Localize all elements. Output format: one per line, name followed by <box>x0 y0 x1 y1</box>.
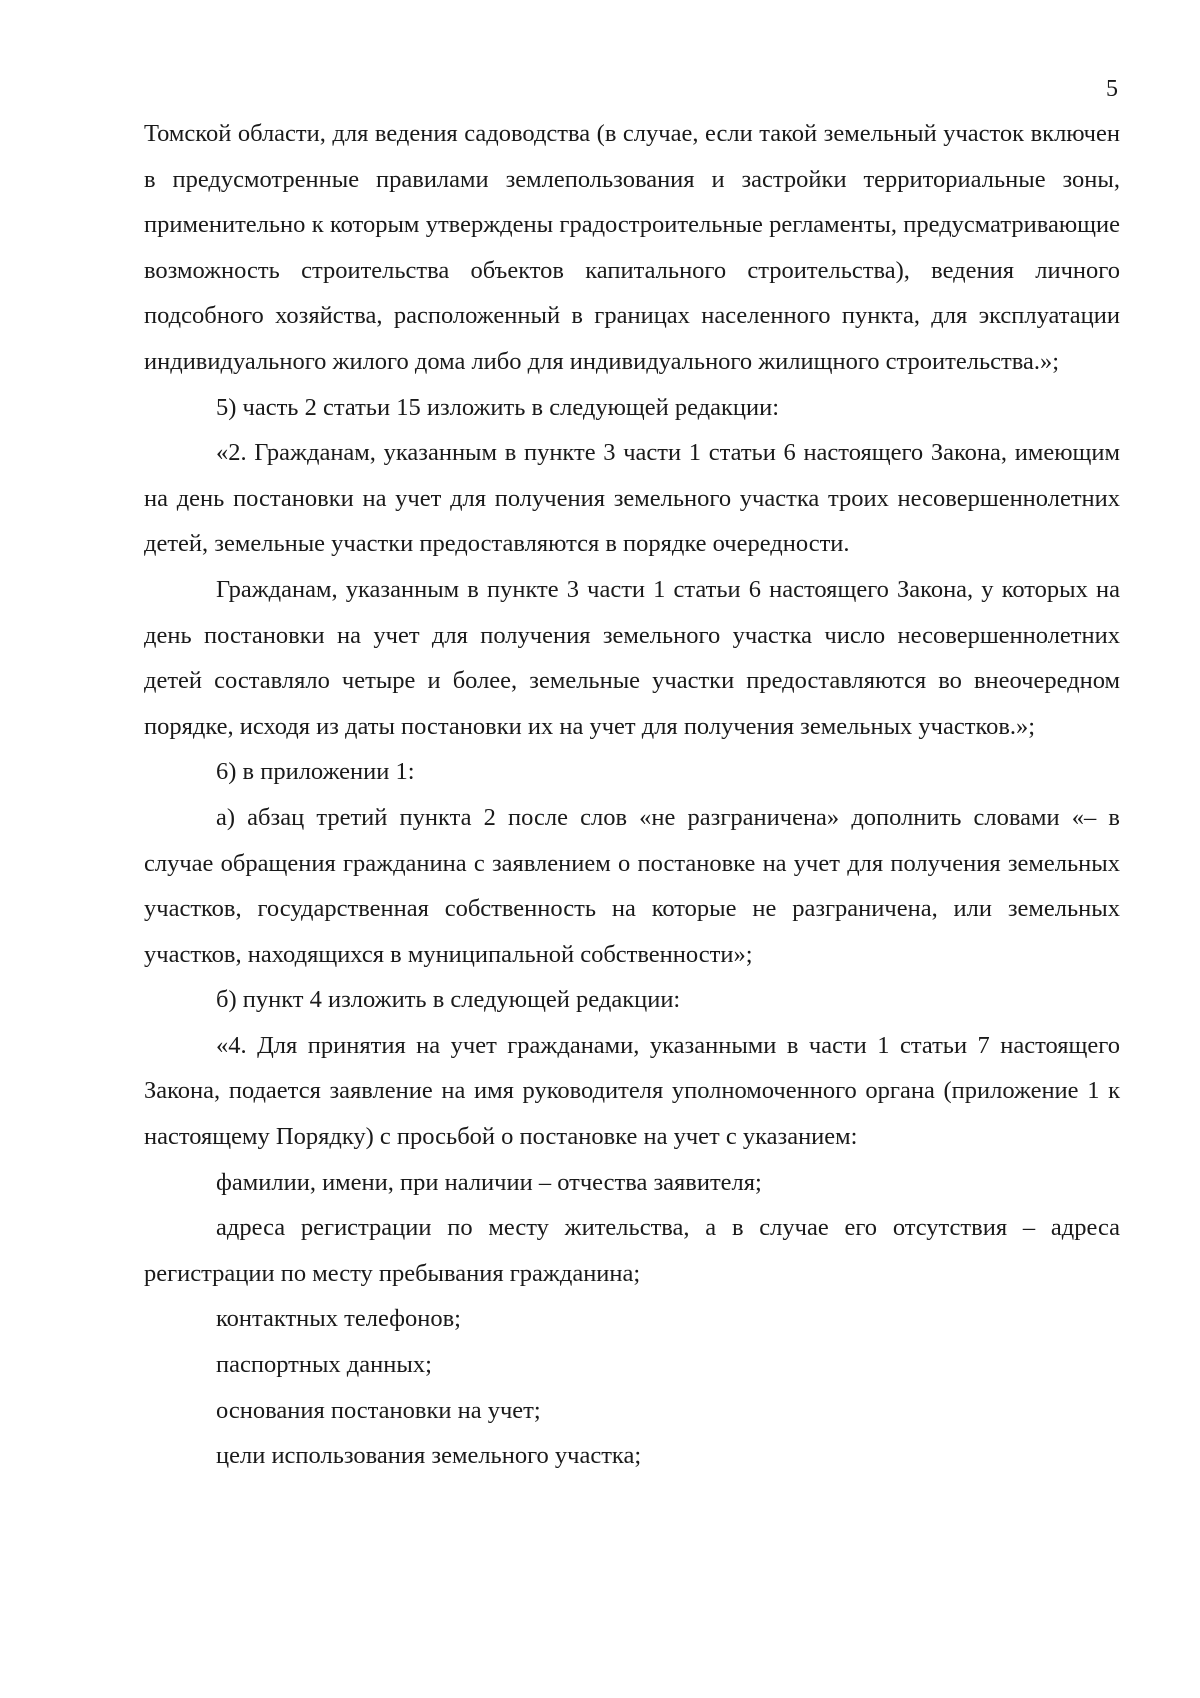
list-item-name: фамилии, имени, при наличии – отчества заявителя; <box>216 1168 762 1196</box>
paragraph-subitem-a: а) абзац третий пункта 2 после слов «не разграничена» дополнить словами «– в случае обращения гражданина с заявлением о постановке на учет для получения земельных участков, государственная собственность на которые не разграничена, или земельных участков, находящихся в муниципальной собственности»; <box>144 803 1120 968</box>
list-item-phones: контактных телефонов; <box>216 1305 461 1333</box>
page-number: 5 <box>1106 76 1118 102</box>
paragraph-subitem-b: б) пункт 4 изложить в следующей редакции: <box>216 986 681 1014</box>
paragraph-item-5: 5) часть 2 статьи 15 изложить в следующей редакции: <box>216 393 780 421</box>
list-item-passport: паспортных данных; <box>216 1351 432 1379</box>
list-item-basis: основания постановки на учет; <box>216 1396 541 1424</box>
list-item-address: адреса регистрации по месту жительства, а в случае его отсутствия – адреса регистрации по месту пребывания гражданина; <box>144 1214 1120 1287</box>
list-item-purpose: цели использования земельного участка; <box>216 1442 642 1470</box>
paragraph-item-6: 6) в приложении 1: <box>216 758 415 786</box>
paragraph-citizens-four-children: Гражданам, указанным в пункте 3 части 1 статьи 6 настоящего Закона, у которых на день постановки на учет для получения земельного участка число несовершеннолетних детей составляло четыре и более, земельные участки предоставляются во внеочередном порядке, исходя из даты постановки их на учет для получения земельных участков.»; <box>144 575 1120 740</box>
paragraph-continuation: Томской области, для ведения садоводства (в случае, если такой земельный участок включен в предусмотренные правилами землепользования и застройки территориальные зоны, применительно к которым утверждены градостроительные регламенты, предусматривающие возможность строительства объектов капитального строительства), ведения личного подсобного хозяйства, расположенный в границах населенного пункта, для эксплуатации индивидуального жилого дома либо для индивидуального жилищного строительства.»; <box>144 120 1120 375</box>
paragraph-quote-point-4: «4. Для принятия на учет гражданами, указанными в части 1 статьи 7 настоящего Закона, подается заявление на имя руководителя уполномоченного органа (приложение 1 к настоящему Порядку) с просьбой о постановке на учет с указанием: <box>144 1031 1120 1151</box>
document-body <box>144 111 1120 1479</box>
paragraph-quote-part-2: «2. Гражданам, указанным в пункте 3 части 1 статьи 6 настоящего Закона, имеющим на день постановки на учет для получения земельного участка троих несовершеннолетних детей, земельные участки предоставляются в порядке очередности. <box>144 439 1120 558</box>
